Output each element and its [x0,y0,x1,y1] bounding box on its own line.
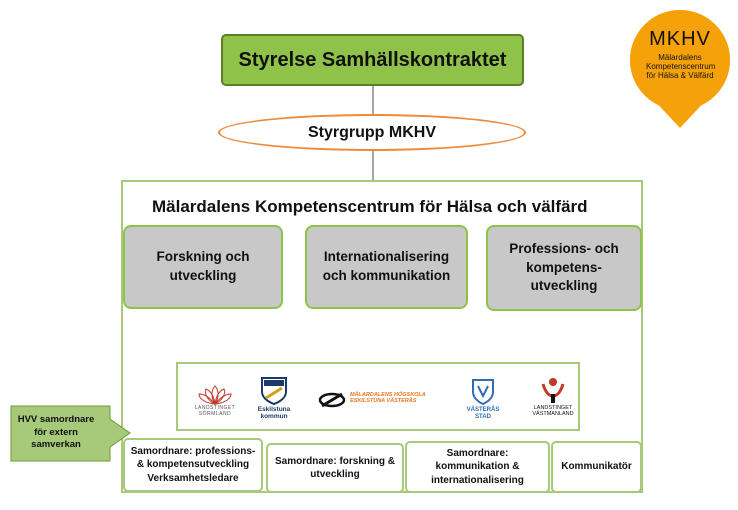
logo-mdh [318,390,433,414]
area-international [305,225,468,309]
area-research [123,225,283,309]
logo-landstinget-vastmanland [530,376,576,428]
role-communicator [551,441,642,493]
logo-vastmanland-label: LANDSTINGET VÄSTMANLAND [532,405,574,418]
role-research [266,443,404,493]
partner-logos [176,362,580,431]
lotus-icon [190,384,240,406]
logo-mdh-label: MÄLARDALENS HÖGSKOLA ESKILSTUNA VÄSTERÅS [350,392,426,405]
shield-icon [260,376,288,406]
steering-title: Styrgrupp MKHV [308,123,436,141]
logo-eskilstuna [258,376,290,428]
external-coordinator-label: HVV samordnare för extern samverkan [17,414,95,451]
role-profession-title: Samordnare: professions- & kompetensutveckling [130,445,256,471]
area-profession [486,225,642,311]
role-profession [123,438,263,492]
mdh-icon [318,390,348,410]
role-profession-subtitle: Verksamhetsledare [147,472,239,484]
role-communicator-title: Kommunikatör [561,461,632,473]
logo-vasteras-label: VÄSTERÅS STAD [466,407,500,420]
badge-abbr: MKHV [649,28,711,50]
role-research-title: Samordnare: forskning & utveckling [274,455,396,480]
figure-icon [540,376,566,404]
steering-group-oval [218,114,526,151]
role-communication [405,441,550,493]
area-international-label: Internationalisering och kommunikation [322,249,451,283]
center-heading: Mälardalens Kompetenscentrum för Hälsa och välfärd [152,197,588,216]
area-research-label: Forskning och utveckling [156,249,250,283]
logo-vasteras [458,378,508,426]
logo-sormland-label: LANDSTINGET SÖRMLAND [194,405,236,417]
logo-landstinget-sormland [190,384,240,424]
role-communication-title: Samordnare: kommunikation & internationalisering [431,447,524,486]
logo-eskilstuna-label: Eskilstuna kommun [257,406,291,421]
board-title: Styrelse Samhällskontraktet [238,48,507,71]
board-box [221,34,524,86]
area-profession-label: Professions- och kompetens-utveckling [509,240,619,294]
vasteras-shield-icon [471,378,495,406]
badge-text: Mälardalens Kompetenscentrum för Hälsa & Välfärd [646,53,716,80]
